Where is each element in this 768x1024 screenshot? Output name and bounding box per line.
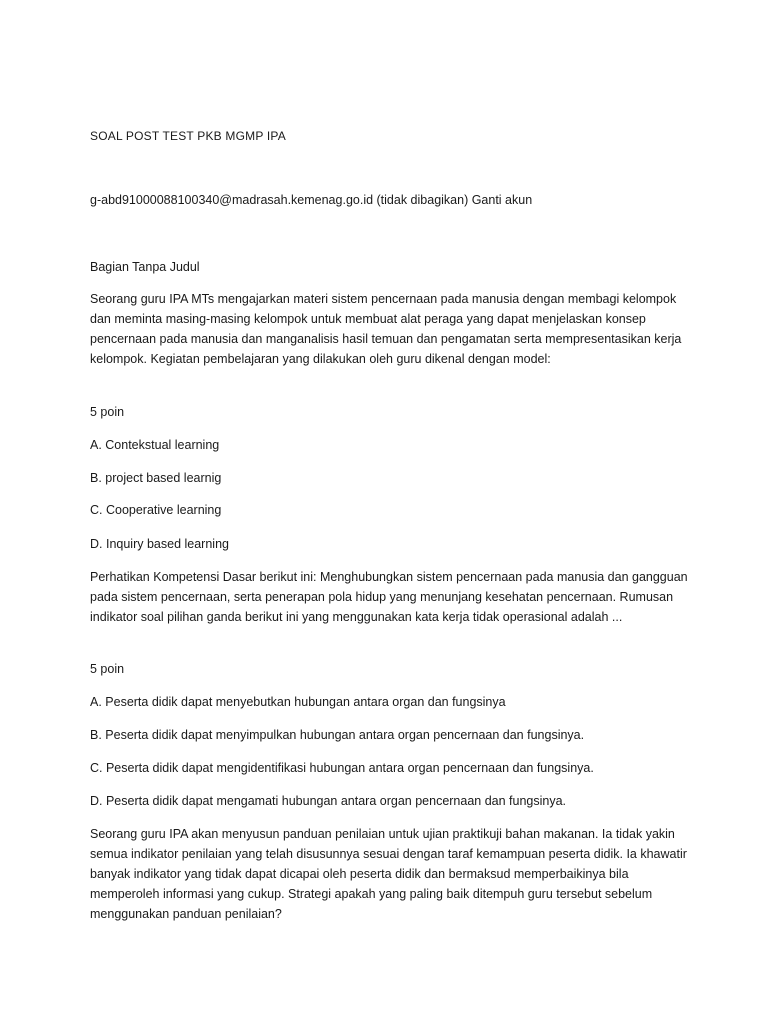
question-2-text: Perhatikan Kompetensi Dasar berikut ini: Menghubungkan sistem pencernaan pada manusia dan gangguan pada sistem pencernaan, serta penerapan pola hidup yang menunjang kesehatan pencernaan. Rumusan indikator soal pilihan ganda berikut ini yang menggunakan kata kerja tidak operasional adalah ... <box>90 570 688 624</box>
question-1-text: Seorang guru IPA MTs mengajarkan materi sistem pencernaan pada manusia dengan membagi kelompok dan meminta masing-masing kelompok untuk membuat alat peraga yang dapat menjelaskan konsep pencernaan pada manusia dan manganalisis hasil temuan dan pengamatan serta mempresentasikan kerja kelompok. Kegiatan pembelajaran yang dilakukan oleh guru dikenal dengan model: <box>90 292 682 366</box>
account-line: g-abd91000088100340@madrasah.kemenag.go.id (tidak dibagikan) Ganti akun <box>90 193 533 207</box>
question-2-points: 5 poin <box>90 662 125 676</box>
question-1-option-d: D. Inquiry based learning <box>90 537 229 551</box>
question-1-points: 5 poin <box>90 405 125 419</box>
question-2-option-d: D. Peserta didik dapat mengamati hubungan antara organ pencernaan dan fungsinya. <box>90 794 567 808</box>
question-1-option-a: A. Contekstual learning <box>90 438 220 452</box>
question-2-option-c: C. Peserta didik dapat mengidentifikasi hubungan antara organ pencernaan dan fungsinya. <box>90 761 594 775</box>
question-2-option-b: B. Peserta didik dapat menyimpulkan hubungan antara organ pencernaan dan fungsinya. <box>90 728 585 742</box>
question-2-option-a: A. Peserta didik dapat menyebutkan hubungan antara organ dan fungsinya <box>90 695 506 709</box>
document-title: SOAL POST TEST PKB MGMP IPA <box>90 129 286 143</box>
section-title: Bagian Tanpa Judul <box>90 260 200 274</box>
question-3-text: Seorang guru IPA akan menyusun panduan penilaian untuk ujian praktikuji bahan makanan. Ia tidak yakin semua indikator penilaian yang telah disusunnya sesuai dengan taraf kemampuan peserta didik. Ia khawatir banyak indikator yang tidak dapat dicapai oleh peserta didik dan bermaksud memperbaikinya bila memperoleh informasi yang cukup. Strategi apakah yang paling baik ditempuh guru tersebut sebelum menggunakan panduan penilaian? <box>90 827 687 921</box>
question-1-option-c: C. Cooperative learning <box>90 503 222 517</box>
question-1-option-b: B. project based learnig <box>90 471 222 485</box>
document-page <box>90 0 690 1024</box>
